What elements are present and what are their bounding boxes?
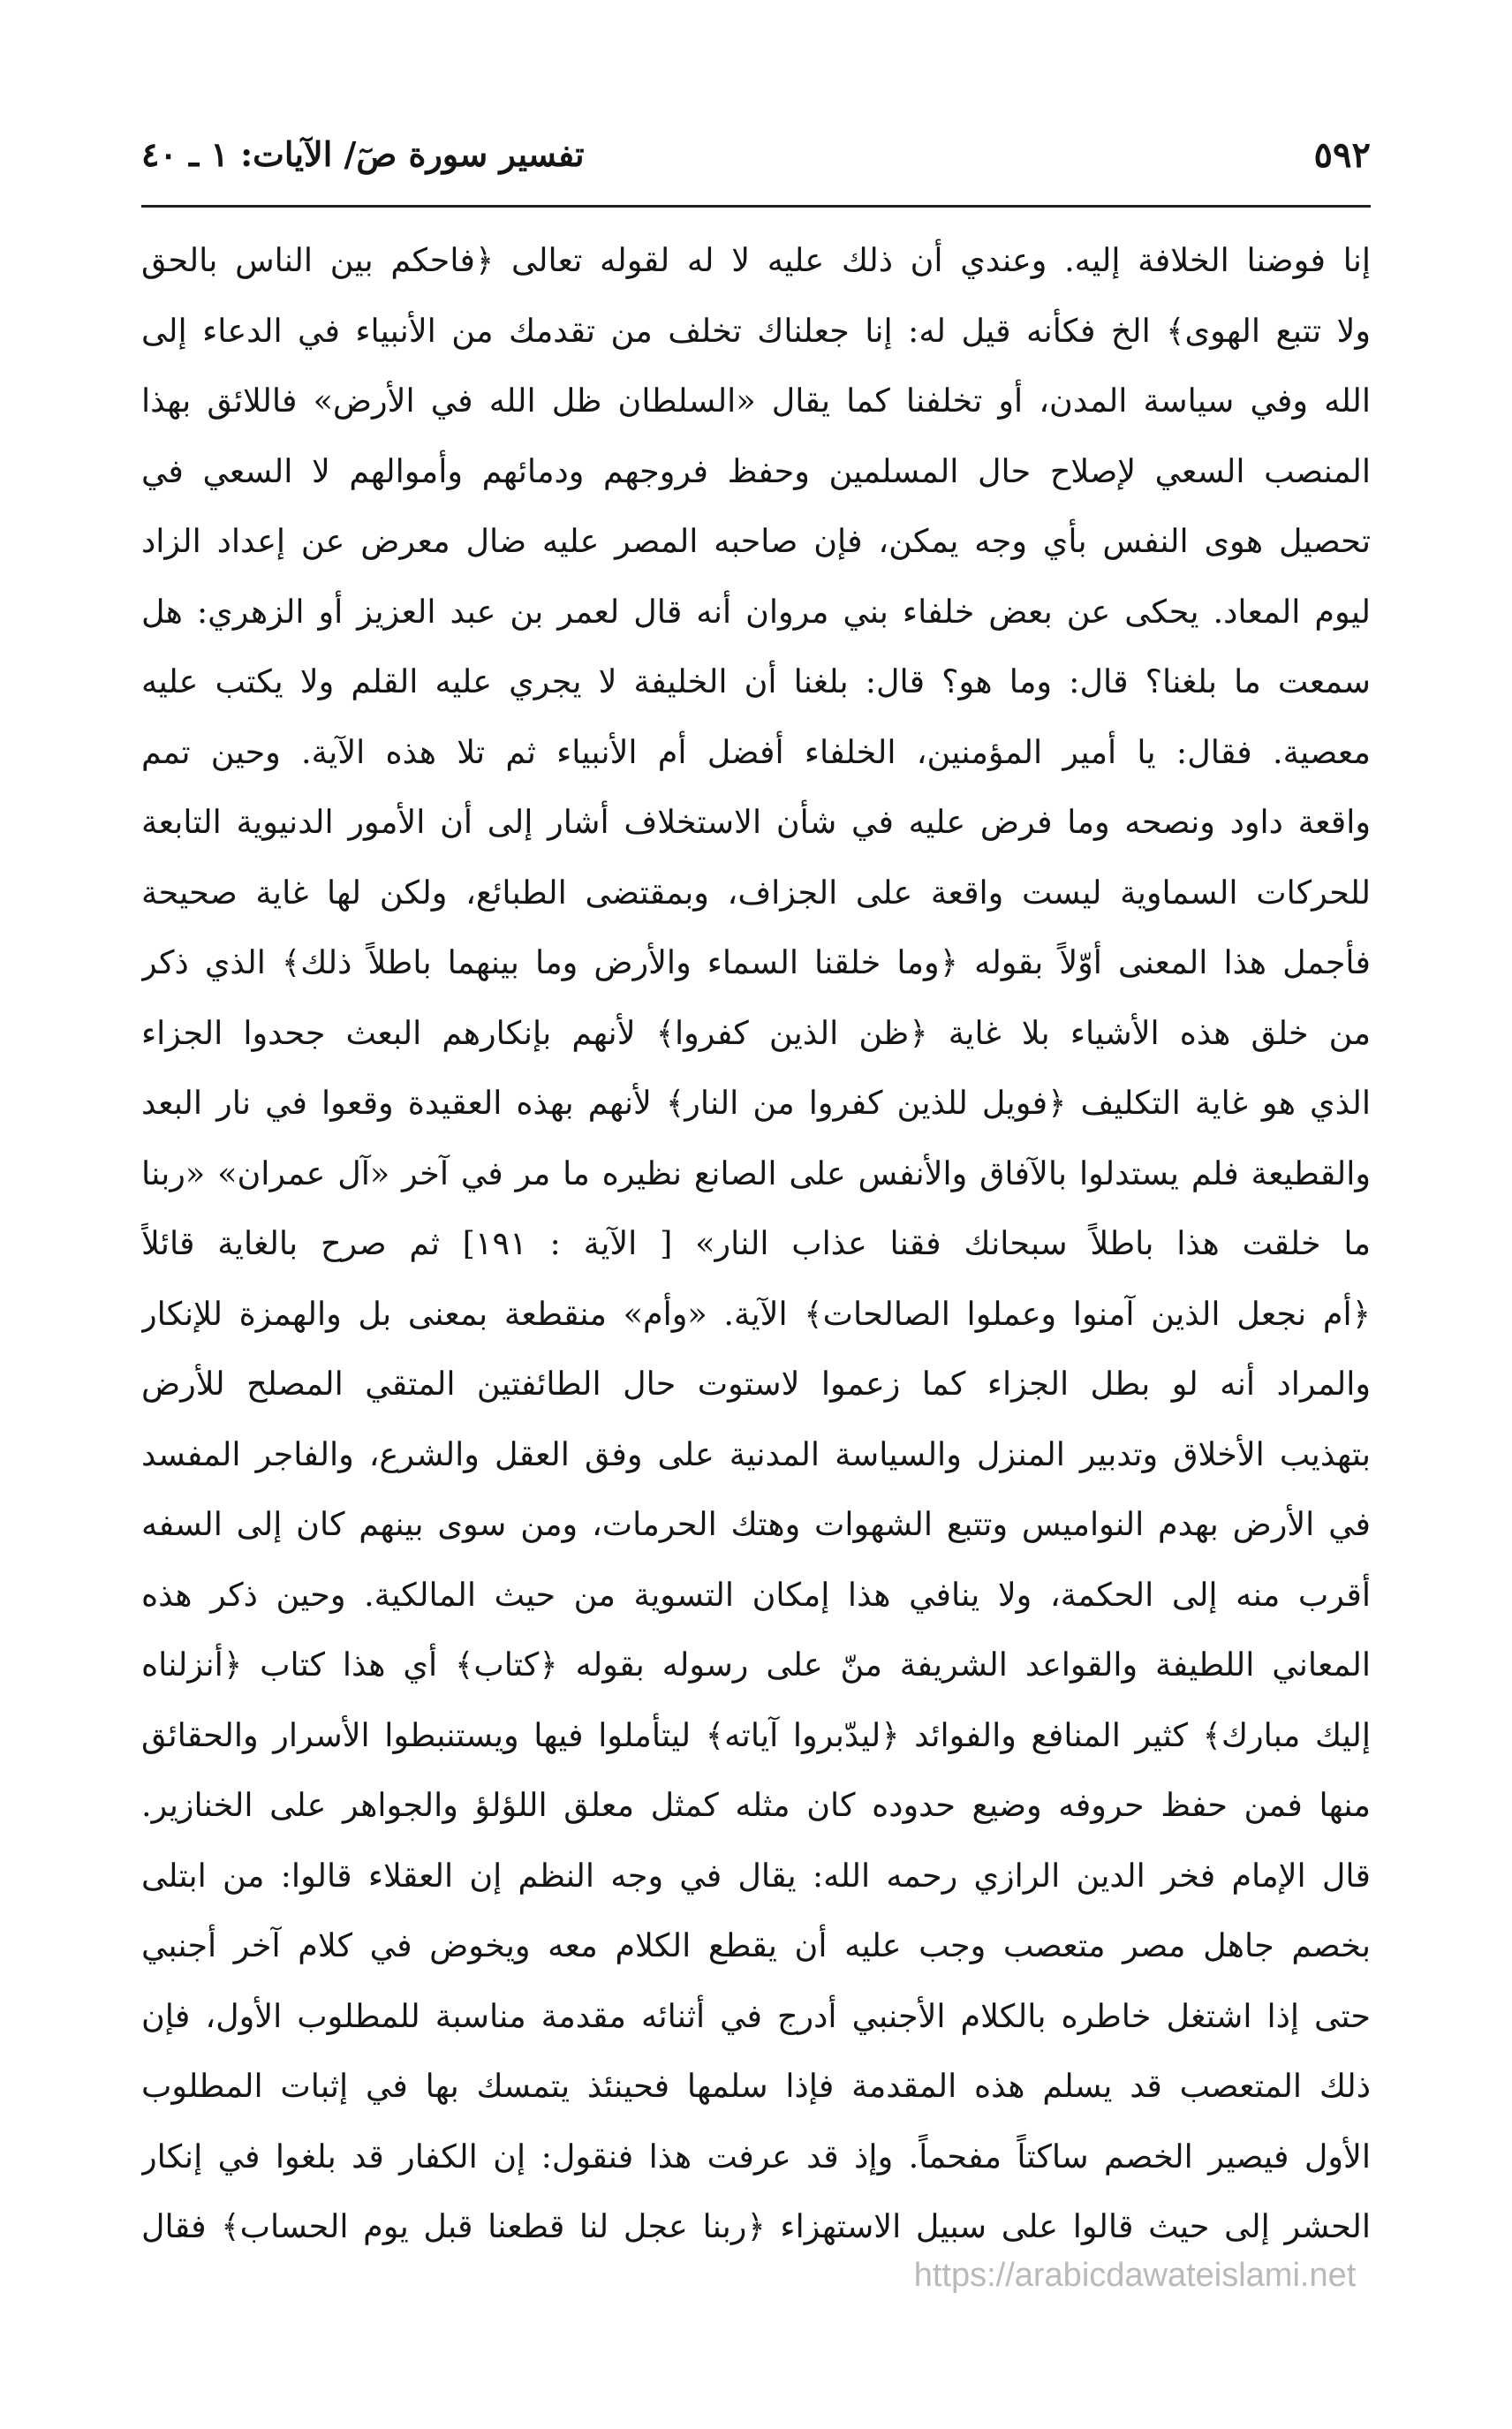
text-line: الله وفي سياسة المدن، أو تخلفنا كما يقال «السلطان ظل الله في الأرض» فاللائق بهذا [141,382,1371,420]
main-text-block [141,225,1371,2262]
text-line: واقعة داود ونصحه وما فرض عليه في شأن الاستخلاف أشار إلى أن الأمور الدنيوية التابعة [141,803,1371,841]
text-line: معصية. فقال: يا أمير المؤمنين، الخلفاء أفضل أم الأنبياء ثم تلا هذه الآية. وحين تمم [141,732,1371,771]
text-line: أقرب منه إلى الحكمة، ولا ينافي هذا إمكان التسوية من حيث المالكية. وحين ذكر هذه [141,1575,1371,1614]
text-line: ﴿أم نجعل الذين آمنوا وعملوا الصالحات﴾ الآية. «وأم» منقطعة بمعنى بل والهمزة للإنكار [141,1294,1371,1333]
text-line: والقطيعة فلم يستدلوا بالآفاق والأنفس على الصانع نظيره ما مر في آخر «آل عمران» «ربنا [141,1154,1371,1192]
text-line: بتهذيب الأخلاق وتدبير المنزل والسياسة المدنية على وفق العقل والشرع، والفاجر المفسد [141,1434,1371,1473]
text-line: من خلق هذه الأشياء بلا غاية ﴿ظن الذين كفروا﴾ لأنهم بإنكارهم البعث جحدوا الجزاء [141,1013,1371,1052]
text-line: بخصم جاهل مصر متعصب وجب عليه أن يقطع الكلام معه ويخوض في كلام آخر أجنبي [141,1926,1371,1964]
text-line: الأول فيصير الخصم ساكتاً مفحماً. وإذ قد عرفت هذا فنقول: إن الكفار قد بلغوا في إنكار [141,2137,1371,2176]
text-line: فأجمل هذا المعنى أوّلاً بقوله ﴿وما خلقنا السماء والأرض وما بينهما باطلاً ذلك﴾ الذي ذكر [141,943,1371,981]
text-line: في الأرض بهدم النواميس وتتبع الشهوات وهتك الحرمات، ومن سوى بينهم كان إلى السفه [141,1505,1371,1543]
header-divider [141,205,1371,208]
page-number: ٥٩٢ [1313,134,1371,176]
text-line: منها فمن حفظ حروفه وضيع حدوده كان مثله كمثل معلق اللؤلؤ والجواهر على الخنازير. [141,1786,1371,1824]
text-line: الذي هو غاية التكليف ﴿فويل للذين كفروا من النار﴾ لأنهم بهذه العقيدة وقعوا في نار البعد [141,1084,1371,1122]
text-line: والمراد أنه لو بطل الجزاء كما زعموا لاستوت حال الطائفتين المتقي المصلح للأرض [141,1365,1371,1403]
running-title: تفسير سورة صٓ/ الآيات: ١ ـ ٤٠ [141,134,585,174]
text-line: تحصيل هوى النفس بأي وجه يمكن، فإن صاحبه المصر عليه ضال معرض عن إعداد الزاد [141,522,1371,560]
text-line: المنصب السعي لإصلاح حال المسلمين وحفظ فروجهم ودمائهم وأموالهم لا السعي في [141,451,1371,490]
text-line: قال الإمام فخر الدين الرازي رحمه الله: يقال في وجه النظم إن العقلاء قالوا: من ابتلى [141,1856,1371,1895]
text-line: ما خلقت هذا باطلاً سبحانك فقنا عذاب النار» [ الآية : ١٩١] ثم صرح بالغاية قائلاً [141,1224,1371,1262]
text-line: إليك مبارك﴾ كثير المنافع والفوائد ﴿ليدّبروا آياته﴾ ليتأملوا فيها ويستنبطوا الأسرار والحقائق [141,1715,1371,1754]
text-line: الحشر إلى حيث قالوا على سبيل الاستهزاء ﴿ربنا عجل لنا قطعنا قبل يوم الحساب﴾ فقال [141,2207,1371,2245]
page-header [141,132,1371,194]
text-line: ذلك المتعصب قد يسلم هذه المقدمة فإذا سلمها فحينئذ يتمسك بها في إثبات المطلوب [141,2067,1371,2105]
text-line: المعاني اللطيفة والقواعد الشريفة منّ على رسوله بقوله ﴿كتاب﴾ أي هذا كتاب ﴿أنزلناه [141,1646,1371,1684]
text-line: إنا فوضنا الخلافة إليه. وعندي أن ذلك عليه لا له لقوله تعالى ﴿فاحكم بين الناس بالحق [141,241,1371,279]
text-line: ولا تتبع الهوى﴾ الخ فكأنه قيل له: إنا جعلناك تخلف من تقدمك من الأنبياء في الدعاء إلى [141,311,1371,350]
site-watermark: https://arabicdawateislami.net [913,2257,1357,2294]
text-line: للحركات السماوية ليست واقعة على الجزاف، وبمقتضى الطبائع، ولكن لها غاية صحيحة [141,873,1371,912]
text-line: سمعت ما بلغنا؟ قال: وما هو؟ قال: بلغنا أن الخليفة لا يجري عليه القلم ولا يكتب عليه [141,662,1371,700]
text-line: حتى إذا اشتغل خاطره بالكلام الأجنبي أدرج في أثنائه مقدمة مناسبة للمطلوب الأول، فإن [141,1996,1371,2035]
text-line: ليوم المعاد. يحكى عن بعض خلفاء بني مروان أنه قال لعمر بن عبد العزيز أو الزهري: هل [141,592,1371,631]
